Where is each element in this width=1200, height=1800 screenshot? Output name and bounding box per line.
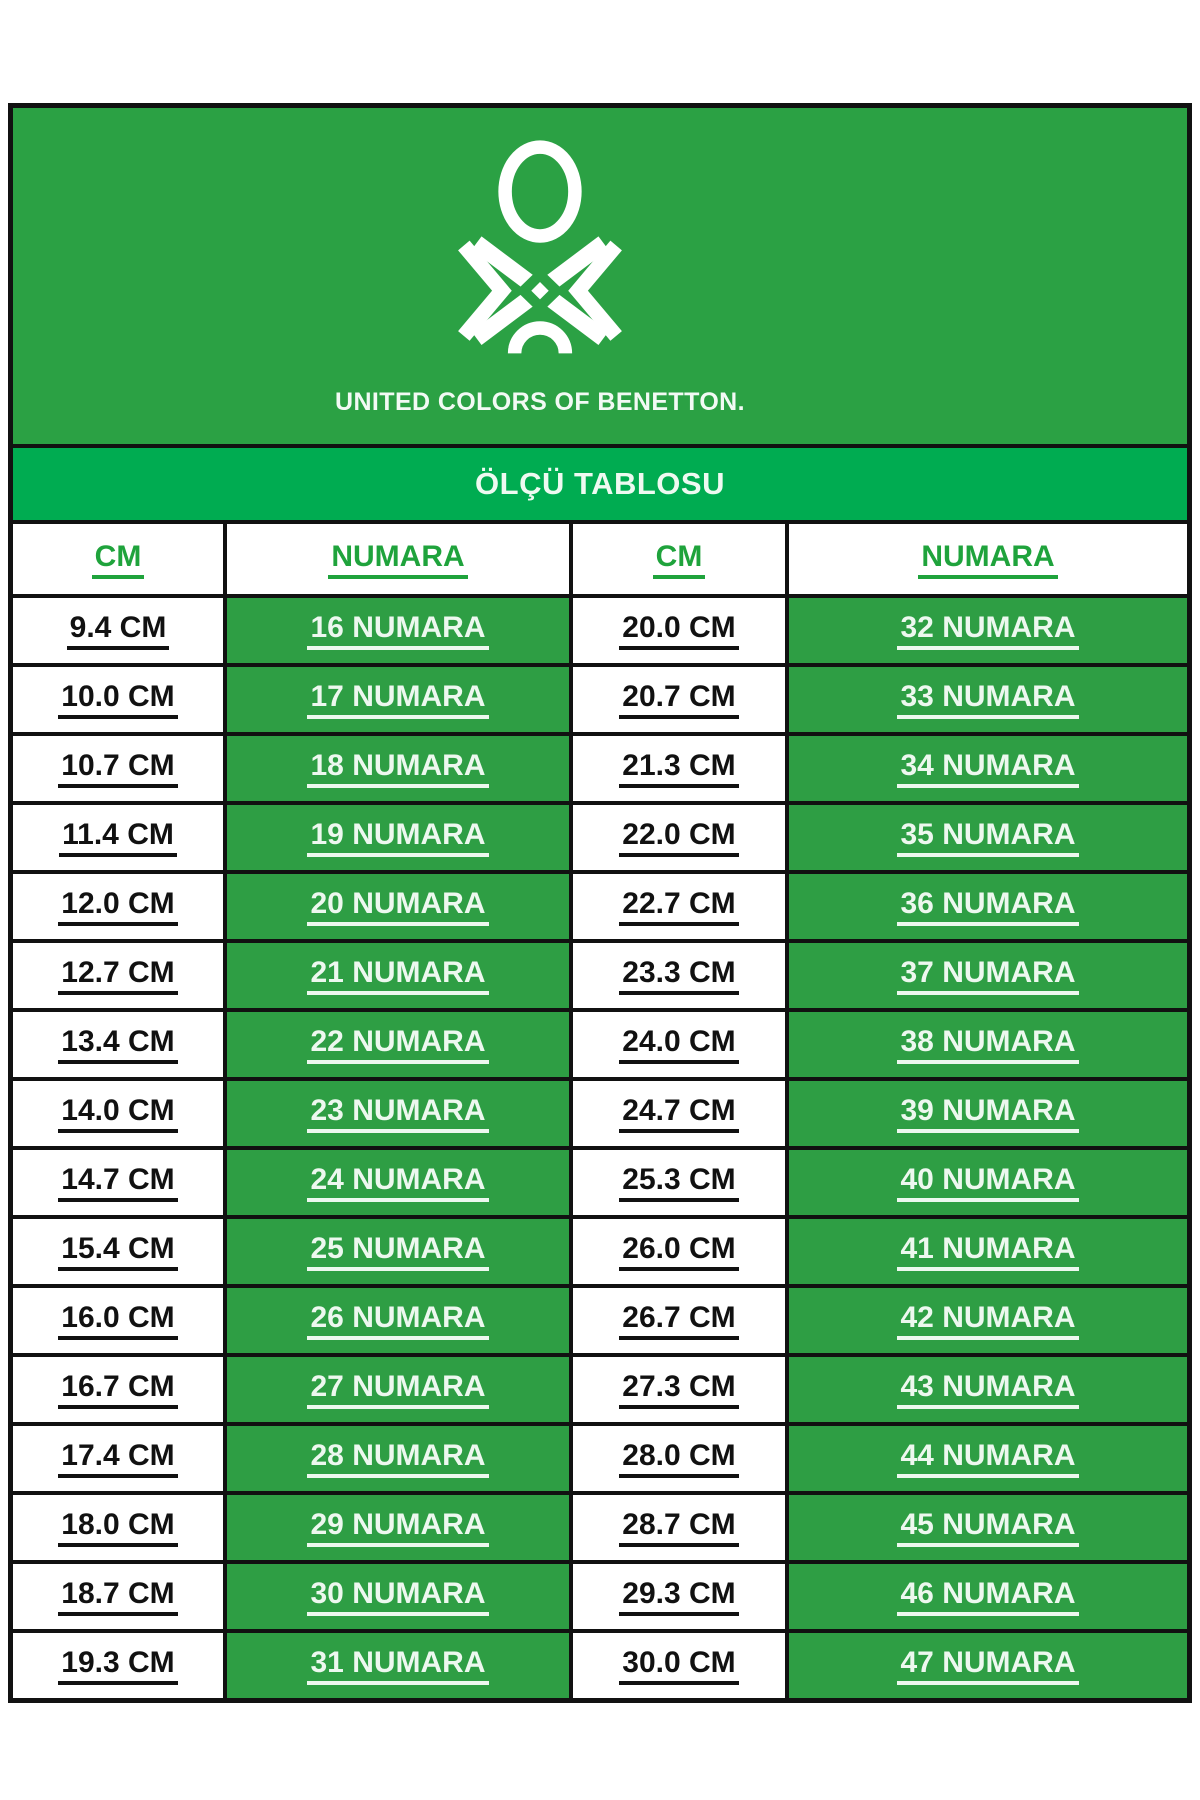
cm-cell [573,1426,785,1491]
cell-text: 22.0 CM [619,818,738,857]
cell-text: 17 NUMARA [307,680,488,719]
numara-cell [789,1495,1187,1560]
cell-text: 33 NUMARA [897,680,1078,719]
cell-text: 40 NUMARA [897,1163,1078,1202]
cm-cell [573,943,785,1008]
numara-cell [227,1357,569,1422]
numara-cell [227,598,569,663]
column-header-label: CM [653,540,706,579]
cell-text: 37 NUMARA [897,956,1078,995]
cell-text: 39 NUMARA [897,1094,1078,1133]
brand-logo-stack [335,136,745,417]
cell-text: 19.3 CM [58,1646,177,1685]
cm-cell [13,1081,223,1146]
cm-cell [573,598,785,663]
cm-cell [573,1357,785,1422]
cm-cell [573,1633,785,1698]
cm-cell [13,598,223,663]
cm-cell [13,1288,223,1353]
cell-text: 32 NUMARA [897,611,1078,650]
cell-text: 17.4 CM [58,1439,177,1478]
cell-text: 27.3 CM [619,1370,738,1409]
cell-text: 16 NUMARA [307,611,488,650]
numara-cell [227,874,569,939]
cell-text: 38 NUMARA [897,1025,1078,1064]
cm-cell [573,1495,785,1560]
numara-cell [227,667,569,732]
cm-cell [573,1288,785,1353]
numara-cell [227,1633,569,1698]
numara-cell [789,1012,1187,1077]
brand-wordmark: UNITED COLORS OF BENETTON. [335,387,745,416]
numara-cell [227,1150,569,1215]
numara-cell [227,1288,569,1353]
cm-cell [13,1426,223,1491]
cell-text: 42 NUMARA [897,1301,1078,1340]
cell-text: 24.0 CM [619,1025,738,1064]
cm-cell [13,874,223,939]
cm-cell [573,805,785,870]
cell-text: 22.7 CM [619,887,738,926]
cell-text: 20 NUMARA [307,887,488,926]
size-table-title: ÖLÇÜ TABLOSU [475,466,725,501]
page [0,103,1200,1800]
cm-cell [13,1219,223,1284]
numara-cell [227,1012,569,1077]
cell-text: 24.7 CM [619,1094,738,1133]
cell-text: 12.0 CM [58,887,177,926]
numara-cell [227,1564,569,1629]
column-header-label: CM [92,540,145,579]
cell-text: 26.7 CM [619,1301,738,1340]
cell-text: 10.7 CM [58,749,177,788]
cell-text: 27 NUMARA [307,1370,488,1409]
cell-text: 44 NUMARA [897,1439,1078,1478]
cell-text: 28.0 CM [619,1439,738,1478]
cm-cell [573,1564,785,1629]
column-header-cm-right [573,524,785,594]
cell-text: 28 NUMARA [307,1439,488,1478]
numara-cell [227,736,569,801]
cell-text: 23.3 CM [619,956,738,995]
cell-text: 21.3 CM [619,749,738,788]
numara-cell [227,1081,569,1146]
numara-cell [789,805,1187,870]
numara-cell [789,667,1187,732]
cell-text: 29.3 CM [619,1577,738,1616]
numara-cell [227,805,569,870]
cell-text: 26 NUMARA [307,1301,488,1340]
size-table [8,103,1192,1703]
cell-text: 25 NUMARA [307,1232,488,1271]
cm-cell [13,1357,223,1422]
cell-text: 14.7 CM [58,1163,177,1202]
numara-cell [789,736,1187,801]
numara-cell [789,1150,1187,1215]
numara-cell [789,1633,1187,1698]
cell-text: 31 NUMARA [307,1646,488,1685]
numara-cell [789,1357,1187,1422]
cell-text: 14.0 CM [58,1094,177,1133]
cell-text: 30.0 CM [619,1646,738,1685]
cell-text: 21 NUMARA [307,956,488,995]
cell-text: 28.7 CM [619,1508,738,1547]
column-header-label: NUMARA [918,540,1057,579]
numara-cell [789,1081,1187,1146]
cm-cell [13,1564,223,1629]
numara-cell [789,943,1187,1008]
cell-text: 13.4 CM [58,1025,177,1064]
cm-cell [573,1150,785,1215]
column-header-cm-left [13,524,223,594]
cm-cell [13,1495,223,1560]
cell-text: 24 NUMARA [307,1163,488,1202]
cm-cell [13,667,223,732]
cm-cell [13,943,223,1008]
numara-cell [789,874,1187,939]
numara-cell [789,1426,1187,1491]
numara-cell [789,598,1187,663]
size-table-title-band [13,448,1187,520]
cell-text: 18.0 CM [58,1508,177,1547]
cell-text: 30 NUMARA [307,1577,488,1616]
cell-text: 25.3 CM [619,1163,738,1202]
cm-cell [13,736,223,801]
cm-cell [13,805,223,870]
cell-text: 18.7 CM [58,1577,177,1616]
cell-text: 47 NUMARA [897,1646,1078,1685]
cm-cell [13,1150,223,1215]
cell-text: 29 NUMARA [307,1508,488,1547]
column-header-numara-right [789,524,1187,594]
cell-text: 20.7 CM [619,680,738,719]
benetton-knot-icon [426,136,654,374]
cell-text: 45 NUMARA [897,1508,1078,1547]
cm-cell [13,1012,223,1077]
cell-text: 11.4 CM [59,818,177,857]
cell-text: 16.0 CM [58,1301,177,1340]
column-header-numara-left [227,524,569,594]
column-header-label: NUMARA [328,540,467,579]
cell-text: 46 NUMARA [897,1577,1078,1616]
cell-text: 10.0 CM [58,680,177,719]
cell-text: 35 NUMARA [897,818,1078,857]
cell-text: 15.4 CM [58,1232,177,1271]
cell-text: 12.7 CM [58,956,177,995]
cell-text: 43 NUMARA [897,1370,1078,1409]
cm-cell [573,874,785,939]
numara-cell [789,1219,1187,1284]
cm-cell [573,1081,785,1146]
cell-text: 34 NUMARA [897,749,1078,788]
numara-cell [227,1219,569,1284]
cell-text: 19 NUMARA [307,818,488,857]
cm-cell [573,1012,785,1077]
numara-cell [227,1426,569,1491]
brand-header [13,108,1187,444]
cell-text: 41 NUMARA [897,1232,1078,1271]
cell-text: 36 NUMARA [897,887,1078,926]
cell-text: 18 NUMARA [307,749,488,788]
numara-cell [227,943,569,1008]
cell-text: 9.4 CM [67,611,170,650]
numara-cell [789,1288,1187,1353]
cell-text: 20.0 CM [619,611,738,650]
cm-cell [573,736,785,801]
cm-cell [13,1633,223,1698]
cell-text: 16.7 CM [58,1370,177,1409]
numara-cell [789,1564,1187,1629]
cm-cell [573,1219,785,1284]
cm-cell [573,667,785,732]
cell-text: 26.0 CM [619,1232,738,1271]
cell-text: 23 NUMARA [307,1094,488,1133]
numara-cell [227,1495,569,1560]
cell-text: 22 NUMARA [307,1025,488,1064]
